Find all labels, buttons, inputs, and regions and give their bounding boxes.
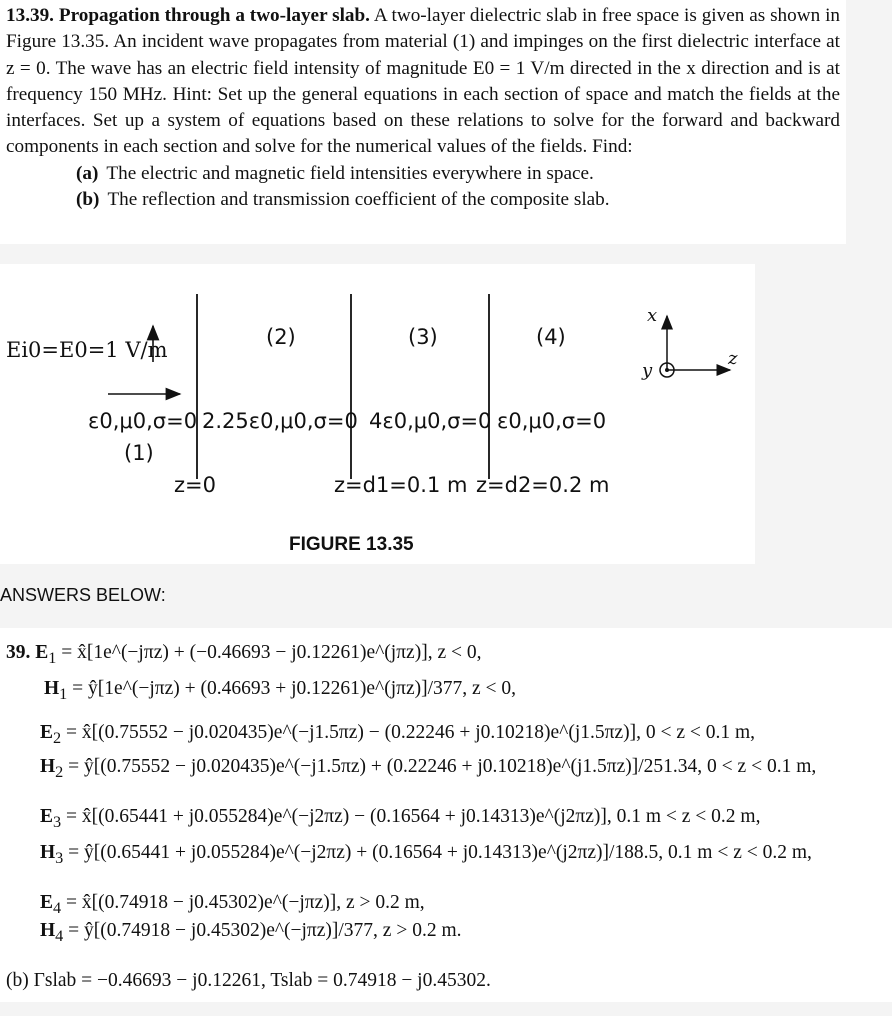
figure-diagram: [0, 264, 755, 564]
answer-h4-expression: ŷ[(0.74918 − j0.45302)e^(−jπz)]/377, z > 0.2 m.: [84, 920, 462, 941]
incident-field-label: Ei0=E0=1 V/m: [6, 338, 168, 362]
part-a: [76, 161, 840, 187]
part-b: [76, 187, 840, 213]
region-3-number: (3): [408, 325, 438, 349]
answers-header: ANSWERS BELOW:: [0, 585, 166, 605]
region-1-properties: ε0,μ0,σ=0: [88, 409, 198, 433]
coordinate-axes-icon: [660, 316, 730, 377]
answer-b-expression: (b) Γslab = −0.46693 − j0.12261, Tslab = 0.74918 − j0.45302.: [6, 970, 491, 991]
answer-h4: $H_4$ = ŷ[(0.74918 − j0.45302)e^(−jπz)]/377, z > 0.2 m.: [40, 920, 462, 945]
part-a-text: The electric and magnetic field intensities everywhere in space.: [106, 162, 594, 184]
figure-caption: FIGURE 13.35: [289, 534, 414, 555]
problem-line-1: A two-layer dielectric slab in free space is: [373, 5, 697, 26]
region-4-properties: ε0,μ0,σ=0: [497, 409, 607, 433]
answer-h1: $H_1$ = ŷ[1e^(−jπz) + (0.46693 + j0.12261)e^(jπz)]/377, z < 0,: [44, 678, 517, 703]
answer-e4-expression: x̂[(0.74918 − j0.45302)e^(−jπz)], z > 0.2 m,: [81, 892, 425, 913]
boundary-z0-label: z=0: [174, 473, 216, 497]
part-a-label: (a): [76, 162, 99, 184]
problem-line-5: equations in each section of space and match the fields at the interfaces. Set up a system of: [6, 83, 841, 132]
problem-line-7: section and solve for the numerical values of the fields. Find:: [163, 136, 633, 158]
boundary-d2-label: z=d2=0.2 m: [476, 473, 610, 497]
answer-h1-expression: ŷ[1e^(−jπz) + (0.46693 + j0.12261)e^(jπz)]/377, z < 0,: [88, 678, 517, 699]
figure-13-35: [0, 264, 755, 564]
answer-h2-expression: ŷ[(0.75552 − j0.020435)e^(−j1.5πz) + (0.22246 + j0.10218)e^(j1.5πz)]/251.34, 0 < z < 0.1 m,: [84, 756, 817, 777]
region-4-number: (4): [536, 325, 566, 349]
problem-line-3: on the first dielectric interface at z = 0. The wave has an electric field intensity of magnitude: [6, 31, 840, 79]
region-2-number: (2): [266, 325, 296, 349]
answer-e3-expression: x̂[(0.65441 + j0.055284)e^(−j2πz) − (0.16564 + j0.14313)e^(j2πz)], 0.1 m < z < 0.2 m,: [81, 806, 761, 827]
answer-h2: $H_2$ = ŷ[(0.75552 − j0.020435)e^(−j1.5πz) + (0.22246 + j0.10218)e^(j1.5πz)]/251.34, 0 < z < 0.1 m,: [40, 756, 817, 781]
answers-block: [0, 628, 892, 1002]
part-b-label: (b): [76, 189, 100, 211]
answer-e3: $E_3$ = x̂[(0.65441 + j0.055284)e^(−j2πz) − (0.16564 + j0.14313)e^(j2πz)], 0.1 m < z < 0.2 m,: [40, 806, 761, 831]
answer-h3-expression: ŷ[(0.65441 + j0.055284)e^(−j2πz) + (0.16564 + j0.14313)e^(j2πz)]/188.5, 0.1 m < z < 0.2 m,: [84, 842, 812, 863]
problem-title: Propagation through a two-layer slab.: [58, 5, 370, 26]
problem-line-4: E0 = 1 V/m directed in the x direction and is at frequency 150 MHz. Hint: Set up the general: [6, 57, 841, 105]
answer-e1-expression: x̂[1e^(−jπz) + (−0.46693 − j0.12261)e^(jπz)], z < 0,: [77, 642, 482, 663]
region-3-properties: 4ε0,μ0,σ=0: [369, 409, 492, 433]
axis-z-label: z: [728, 348, 738, 369]
axis-x-label: x: [647, 305, 658, 326]
answer-e4: $E_4$ = x̂[(0.74918 − j0.45302)e^(−jπz)], z > 0.2 m,: [40, 892, 425, 917]
region-2-properties: 2.25ε0,μ0,σ=0: [202, 409, 358, 433]
part-b-text: The reflection and transmission coefficient of the composite slab.: [107, 189, 610, 211]
problem-line-6: equations based on these relations to solve for the forward and backward components in each: [6, 110, 840, 158]
answer-number: 39.: [6, 642, 31, 663]
answer-e1: 39. $E_1$ = x̂[1e^(−jπz) + (−0.46693 − j0.12261)e^(jπz)], z < 0,: [6, 642, 482, 667]
problem-line-2: given as shown in Figure 13.35. An incident wave propagates from material (1) and impinges: [6, 5, 840, 53]
answer-b: [6, 970, 491, 992]
answer-e2: $E_2$ = x̂[(0.75552 − j0.020435)e^(−j1.5πz) − (0.22246 + j0.10218)e^(j1.5πz)], 0 < z < 0.1 m,: [40, 722, 756, 747]
region-1-number: (1): [124, 441, 154, 465]
axis-y-label: y: [642, 360, 653, 381]
answer-h3: $H_3$ = ŷ[(0.65441 + j0.055284)e^(−j2πz) + (0.16564 + j0.14313)e^(j2πz)]/188.5, 0.1 m < z < 0.2 m,: [40, 842, 812, 867]
problem-parts: [76, 161, 840, 214]
problem-statement: [0, 0, 846, 244]
problem-number: 13.39.: [6, 5, 54, 26]
answer-e2-expression: x̂[(0.75552 − j0.020435)e^(−j1.5πz) − (0.22246 + j0.10218)e^(j1.5πz)], 0 < z < 0.1 m,: [81, 722, 756, 743]
boundary-d1-label: z=d1=0.1 m: [334, 473, 468, 497]
